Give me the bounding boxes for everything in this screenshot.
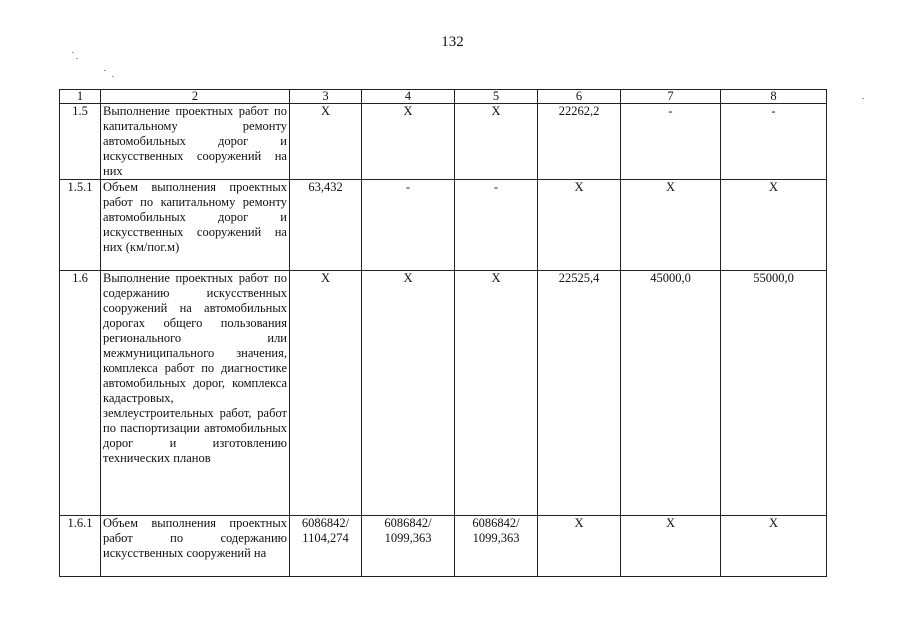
row-value: 6086842/ 1099,363 — [362, 516, 455, 577]
header-cell: 4 — [362, 90, 455, 104]
row-value: 6086842/ 1104,274 — [290, 516, 362, 577]
row-value: 22262,2 — [538, 104, 621, 180]
header-cell: 3 — [290, 90, 362, 104]
table-row — [60, 104, 827, 180]
table-row — [60, 516, 827, 577]
row-value: X — [538, 180, 621, 271]
header-cell: 6 — [538, 90, 621, 104]
row-value: X — [721, 180, 827, 271]
scan-speck — [104, 70, 106, 71]
data-table — [59, 89, 827, 577]
header-cell: 5 — [455, 90, 538, 104]
row-value: 55000,0 — [721, 271, 827, 516]
table-row — [60, 180, 827, 271]
row-number: 1.5 — [60, 104, 101, 180]
scan-speck — [112, 76, 114, 77]
row-description: Выполнение проектных работ по содержанию искусственных сооружений на автомобильных дорогах общего пользования регионального или межмуниципального значения, комплекса работ по диагностике автомобильных дорог, комплекса кадастровых, землеустроительных работ, работ по паспортизации автомобильных дорог и изготовлению технических планов — [101, 271, 290, 516]
row-value: X — [455, 271, 538, 516]
row-description: Объем выполнения проектных работ по содержанию искусственных сооружений на — [101, 516, 290, 577]
row-value: X — [290, 271, 362, 516]
scan-speck — [72, 52, 74, 53]
table-row — [60, 271, 827, 516]
row-value: X — [362, 271, 455, 516]
scan-speck — [862, 98, 864, 99]
table-header-row — [60, 90, 827, 104]
row-value: 6086842/ 1099,363 — [455, 516, 538, 577]
row-description: Объем выполнения проектных работ по капитальному ремонту автомобильных дорог и искусственных сооружений на них (км/пог.м) — [101, 180, 290, 271]
page-number: 132 — [441, 34, 464, 50]
row-number: 1.5.1 — [60, 180, 101, 271]
row-number: 1.6 — [60, 271, 101, 516]
row-value: X — [621, 180, 721, 271]
row-value: - — [721, 104, 827, 180]
header-cell: 1 — [60, 90, 101, 104]
row-number: 1.6.1 — [60, 516, 101, 577]
row-value: 63,432 — [290, 180, 362, 271]
header-cell: 7 — [621, 90, 721, 104]
header-cell: 2 — [101, 90, 290, 104]
scan-speck — [76, 58, 78, 59]
row-value: X — [455, 104, 538, 180]
row-value: - — [362, 180, 455, 271]
row-description: Выполнение проектных работ по капитальному ремонту автомобильных дорог и искусственных сооружений на них — [101, 104, 290, 180]
row-value: 45000,0 — [621, 271, 721, 516]
row-value: 22525,4 — [538, 271, 621, 516]
row-value: X — [290, 104, 362, 180]
row-value: - — [621, 104, 721, 180]
row-value: X — [362, 104, 455, 180]
row-value: X — [621, 516, 721, 577]
row-value: X — [721, 516, 827, 577]
row-value: - — [455, 180, 538, 271]
header-cell: 8 — [721, 90, 827, 104]
row-value: X — [538, 516, 621, 577]
